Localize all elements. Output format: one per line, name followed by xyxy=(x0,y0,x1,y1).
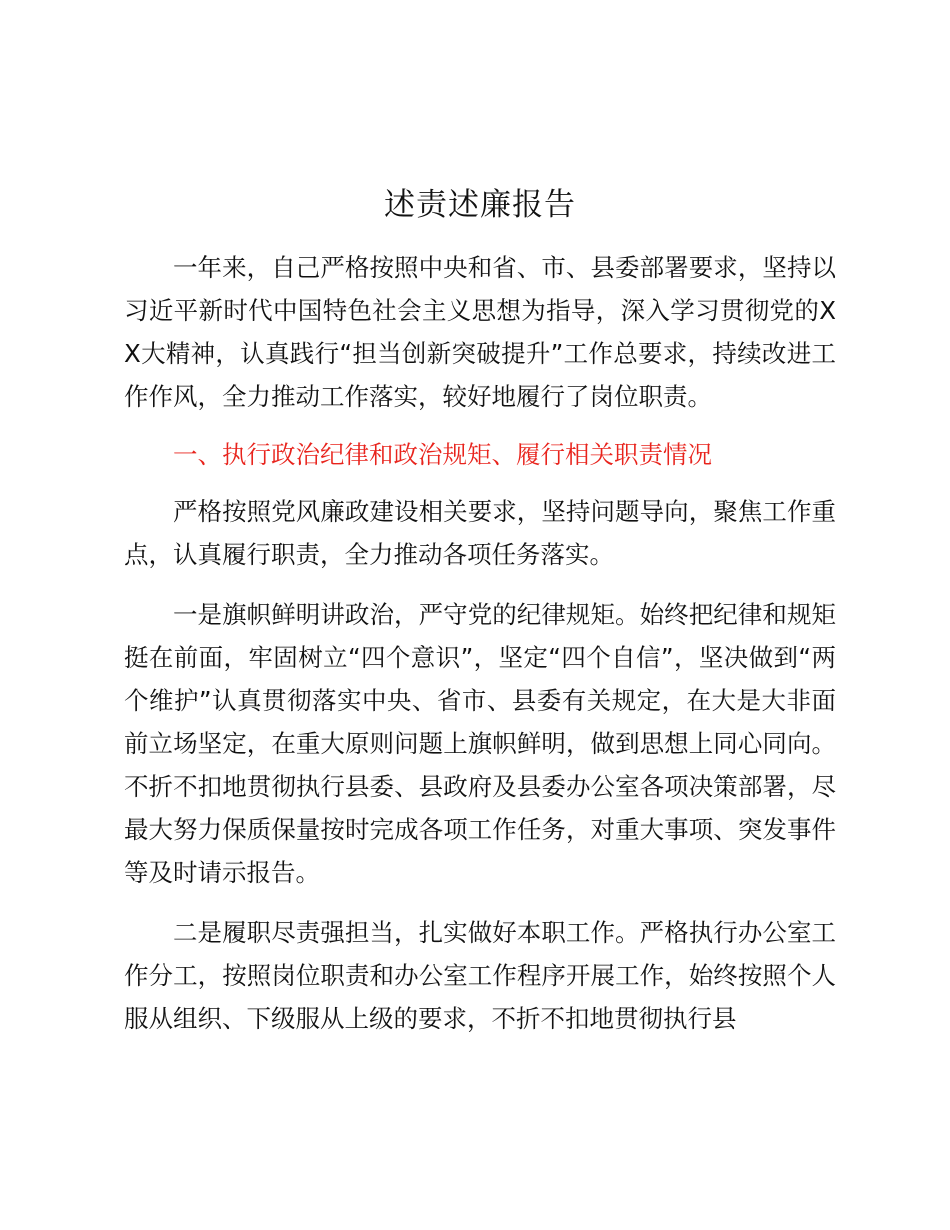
intro-paragraph: 一年来，自己严格按照中央和省、市、县委部署要求，坚持以习近平新时代中国特色社会主义思想为指导，深入学习贯彻党的XX大精神，认真践行“担当创新突破提升”工作总要求，持续改进工作作风，全力推动工作落实，较好地履行了岗位职责。 xyxy=(124,253,836,411)
point-two-paragraph: 二是履职尽责强担当，扎实做好本职工作。严格执行办公室工作分工，按照岗位职责和办公室工作程序开展工作，始终按照个人服从组织、下级服从上级的要求，不折不扣地贯彻执行县 xyxy=(124,918,836,1033)
section-intro-paragraph: 严格按照党风廉政建设相关要求，坚持问题导向，聚焦工作重点，认真履行职责，全力推动各项任务落实。 xyxy=(124,497,836,569)
document-title: 述责述廉报告 xyxy=(384,187,576,223)
section-heading: 一、执行政治纪律和政治规矩、履行相关职责情况 xyxy=(173,440,712,469)
point-one-paragraph: 一是旗帜鲜明讲政治，严守党的纪律规矩。始终把纪律和规矩挺在前面，牢固树立“四个意识”，坚定“四个自信”，坚决做到“两个维护”认真贯彻落实中央、省市、县委有关规定，在大是大非面前立场坚定，在重大原则问题上旗帜鲜明，做到思想上同心同向。不折不扣地贯彻执行县委、县政府及县委办公室各项决策部署，尽最大努力保质保量按时完成各项工作任务，对重大事项、突发事件等及时请示报告。 xyxy=(124,600,836,887)
